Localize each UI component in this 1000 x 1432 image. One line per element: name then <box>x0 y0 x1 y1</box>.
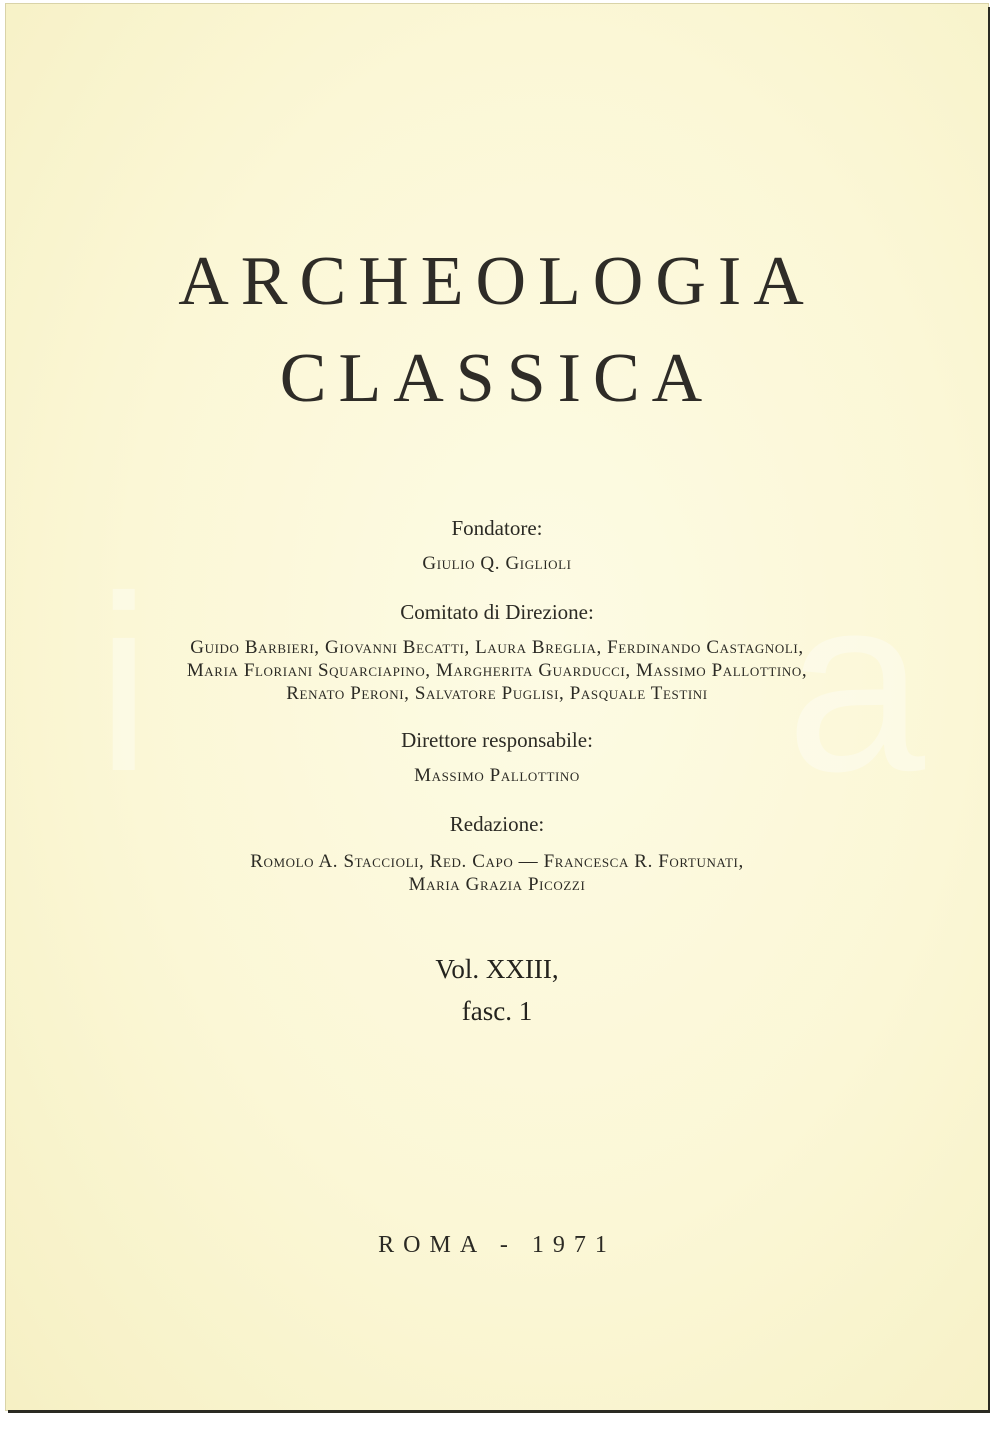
title-line-1: ARCHEOLOGIA <box>178 243 816 320</box>
editorial-line-2: Maria Grazia Picozzi <box>408 874 586 895</box>
committee-line-1: Guido Barbieri, Giovanni Becatti, Laura Breglia, Ferdinando Castagnoli, <box>190 637 804 658</box>
issue-number: fasc. 1 <box>461 996 533 1026</box>
editorial-line-1: Romolo A. Staccioli, Red. Capo — Francesca R. Fortunati, <box>250 851 744 872</box>
founder-name: Giulio Q. Giglioli <box>422 553 572 574</box>
title-line-2: CLASSICA <box>279 340 715 417</box>
watermark-mark: a <box>786 544 926 823</box>
founder-label: Fondatore: <box>451 516 543 540</box>
committee-line-3: Renato Peroni, Salvatore Puglisi, Pasquale Testini <box>286 683 708 704</box>
volume-number: Vol. XXIII, <box>435 954 559 984</box>
director-name: Massimo Pallottino <box>414 765 580 786</box>
watermark-mark: i <box>96 544 152 823</box>
imprint: ROMA - 1971 <box>378 1232 616 1258</box>
committee-line-2: Maria Floriani Squarciapino, Margherita Guarducci, Massimo Pallottino, <box>186 660 808 681</box>
director-label: Direttore responsabile: <box>401 728 593 752</box>
committee-label: Comitato di Direzione: <box>400 600 594 624</box>
editorial-label: Redazione: <box>449 812 545 836</box>
journal-cover <box>6 4 988 1410</box>
